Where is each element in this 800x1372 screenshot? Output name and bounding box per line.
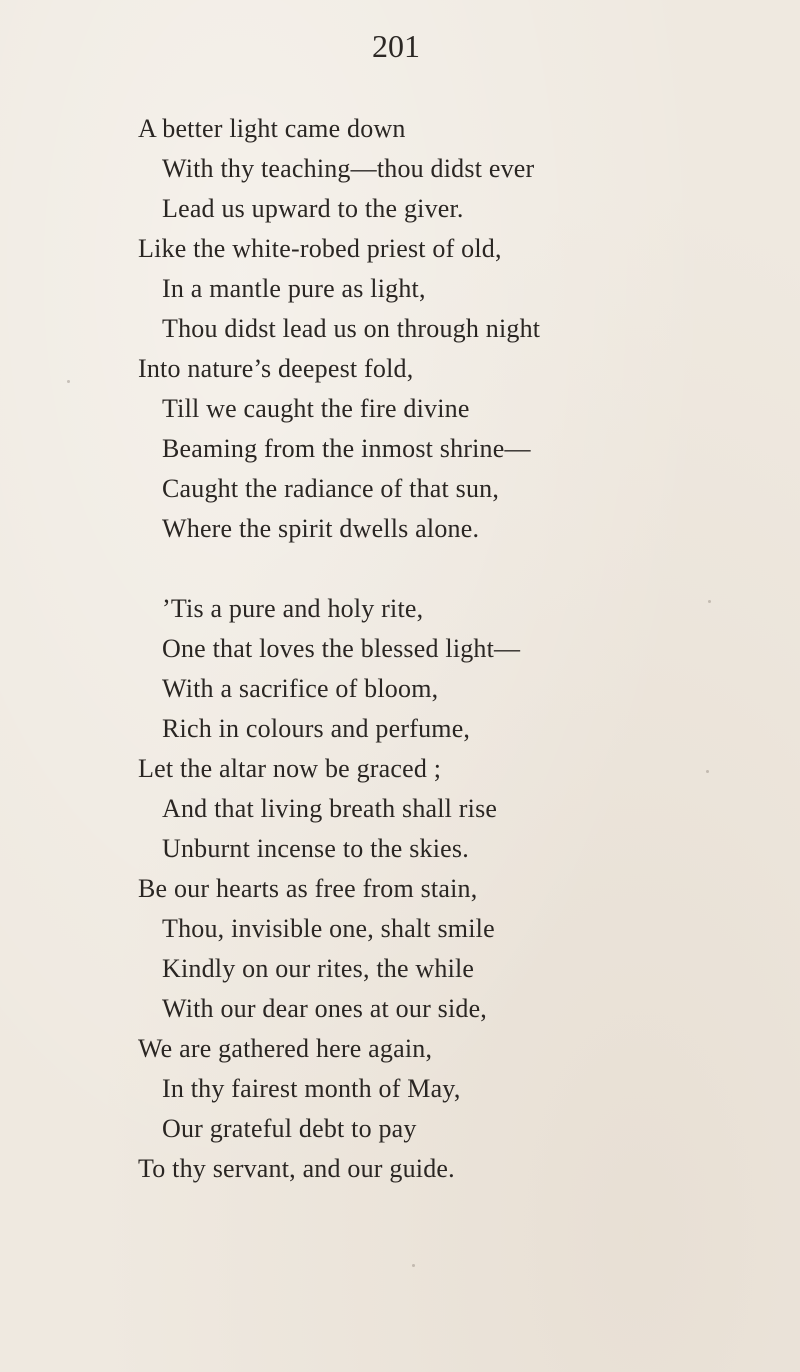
paper-speck [708,600,711,603]
poem-line-16: Let the altar now be graced ; [138,754,442,783]
poem-line-22: With our dear ones at our side, [162,994,488,1023]
poem-line-3: Lead us upward to the giver. [162,194,464,223]
paper-speck [67,380,70,383]
poem-line-4: Like the white-robed priest of old, [138,234,502,263]
poem-line-26: To thy servant, and our guide. [138,1154,455,1183]
poem-line-2: With thy teaching—thou didst ever [162,154,535,183]
poem-line-8: Till we caught the fire divine [162,394,470,423]
poem-line-12: ’Tis a pure and holy rite, [162,594,424,623]
poem-line-18: Unburnt incense to the skies. [162,834,469,863]
poem-line-21: Kindly on our rites, the while [162,954,475,983]
paper-speck [412,1264,415,1267]
poem-line-20: Thou, invisible one, shalt smile [162,914,495,943]
poem-line-9: Beaming from the inmost shrine— [162,434,531,463]
poem-line-15: Rich in colours and perfume, [162,714,471,743]
poem-line-13: One that loves the blessed light— [162,634,521,663]
poem-line-23: We are gathered here again, [138,1034,433,1063]
poem-line-10: Caught the radiance of that sun, [162,474,500,503]
poem-line-1: A better light came down [138,114,406,143]
poem-line-24: In thy fairest month of May, [162,1074,461,1103]
paper-speck [706,770,709,773]
poem-line-7: Into nature’s deepest fold, [138,354,414,383]
poem-line-6: Thou didst lead us on through night [162,314,541,343]
poem-line-19: Be our hearts as free from stain, [138,874,478,903]
poem-line-11: Where the spirit dwells alone. [162,514,480,543]
poem-line-14: With a sacrifice of bloom, [162,674,439,703]
poem-line-5: In a mantle pure as light, [162,274,426,303]
poem-line-25: Our grateful debt to pay [162,1114,417,1143]
page-number: 201 [372,28,420,64]
poem-line-17: And that living breath shall rise [162,794,498,823]
